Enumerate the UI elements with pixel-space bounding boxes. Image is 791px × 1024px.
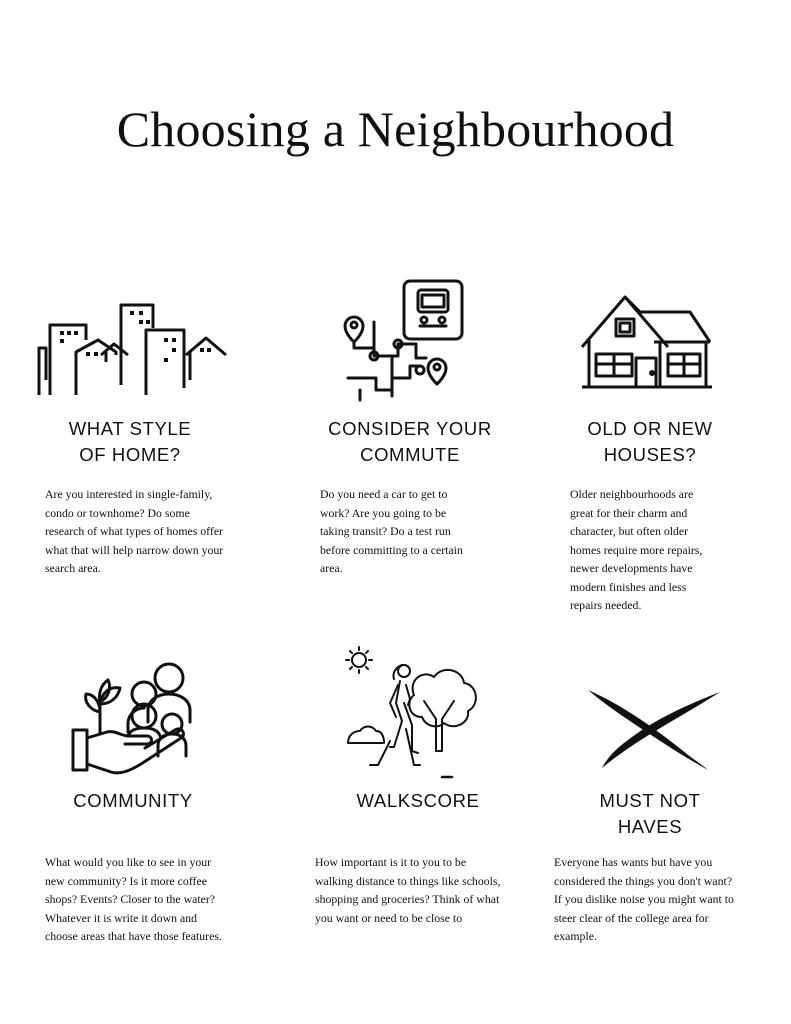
transit-route-icon [340,278,470,400]
cross-mark-icon [584,688,724,772]
card-heading-community: COMMUNITY [73,790,193,811]
card-heading-old-new: OLD OR NEW HOUSES? [587,418,713,465]
card-body-must-not-haves: Everyone has wants but have you considered the things you don't want? If you dislike noise you might want to steer clear of the college area for example. [554,855,734,943]
card-body-home-style: Are you interested in single-family, condo or townhome? Do some research of what types of homes offer what that will help narrow down your search area. [45,487,224,575]
card-heading-home-style: WHAT STYLE OF HOME? [68,418,192,465]
city-buildings-icon [36,300,236,400]
house-icon [580,292,714,392]
walking-person-icon [342,645,482,785]
community-hand-icon [70,660,195,782]
card-heading-must-not-haves: MUST NOT HAVES [599,790,701,837]
card-body-old-new: Older neighbourhoods are great for their charm and character, but often older homes require more repairs, newer developments have modern finishes and less repairs needed. [570,487,703,612]
card-heading-walkscore: WALKSCORE [356,790,480,811]
card-heading-commute: CONSIDER YOUR COMMUTE [328,418,492,465]
card-body-commute: Do you need a car to get to work? Are you going to be taking transit? Do a test run before committing to a certain area. [320,487,463,575]
card-body-walkscore: How important is it to you to be walking distance to things like schools, shopping and groceries? Think of what you want or need to be close to [315,855,501,925]
card-body-community: What would you like to see in your new community? Is it more coffee shops? Events? Closer to the water? Whatever it is write it down and choose areas that have those features. [45,855,222,943]
page-title: Choosing a Neighbourhood [116,101,675,157]
